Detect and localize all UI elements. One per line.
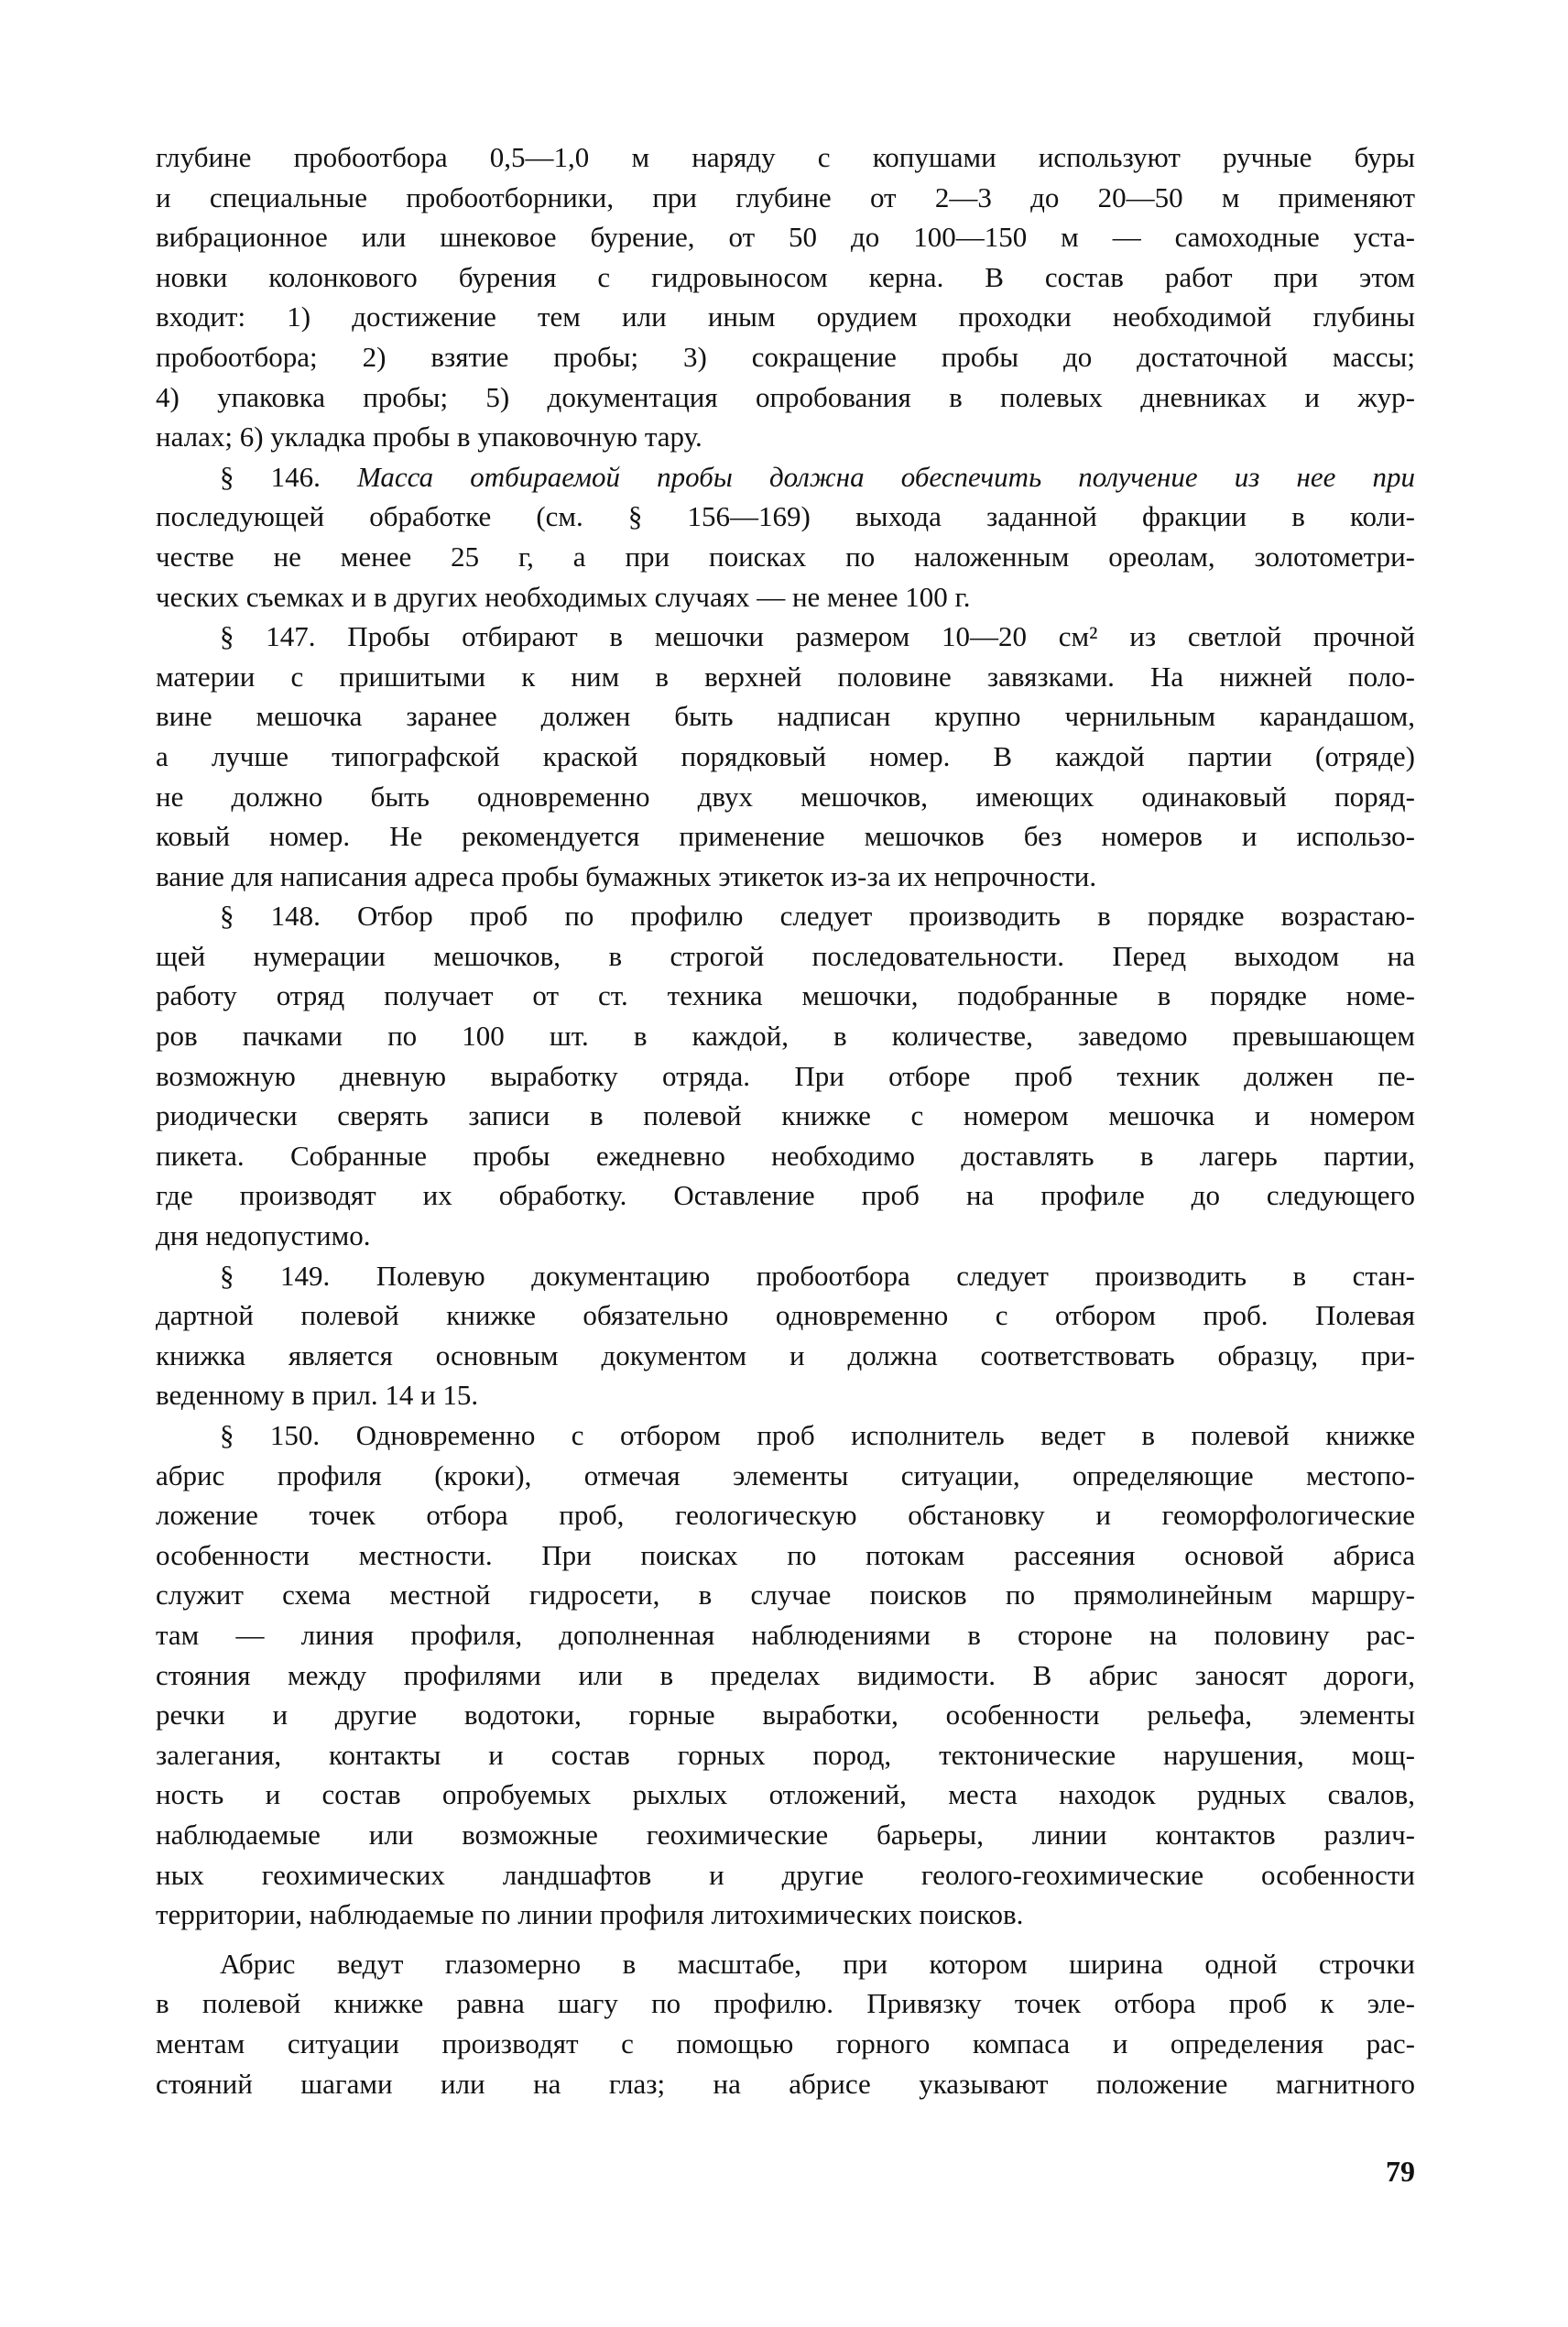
text-line: честве не менее 25 г, а при поисках по наложенным ореолам, золотометри- — [156, 540, 1415, 573]
paragraph — [156, 137, 1415, 457]
text-line: вание для написания адреса пробы бумажных этикеток из-за их непрочности. — [156, 859, 1097, 892]
text-line: служит схема местной гидросети, в случае поисков по прямолинейным маршру- — [156, 1579, 1415, 1611]
text-line: пикета. Собранные пробы ежедневно необходимо доставлять в лагерь партии, — [156, 1139, 1415, 1172]
paragraph — [156, 1944, 1415, 2103]
text-line: щей нумерации мешочков, в строгой последовательности. Перед выходом на — [156, 939, 1415, 972]
text-line: стояний шагами или на глаз; на абрисе указывают положение магнитного — [156, 2067, 1415, 2100]
page-number: 79 — [1386, 2155, 1415, 2188]
section-number: § 146. — [220, 460, 321, 493]
text-line: материи с пришитыми к ним в верхней половине завязками. На нижней поло- — [156, 660, 1415, 693]
text-line: речки и другие водотоки, горные выработки, особенности рельефа, элементы — [156, 1699, 1415, 1732]
text-line: возможную дневную выработку отряда. При отборе проб техник должен пе- — [156, 1059, 1415, 1092]
text-line: ковый номер. Не рекомендуется применение мешочков без номеров и использо- — [156, 820, 1415, 853]
paragraph — [156, 896, 1415, 1255]
text-line: территории, наблюдаемые по линии профиля литохимических поисков. — [156, 1898, 1024, 1931]
text-line: § 147. Пробы отбирают в мешочки размером 10—20 см² из светлой прочной — [220, 620, 1415, 653]
text-line: там — линия профиля, дополненная наблюдениями в стороне на половину рас- — [156, 1618, 1415, 1651]
text-line: ческих съемках и в других необходимых случаях — не менее 100 г. — [156, 580, 971, 613]
text-line: ных геохимических ландшафтов и другие геолого-геохимические особенности — [156, 1858, 1415, 1891]
text-line: где производят их обработку. Оставление проб на профиле до следующего — [156, 1179, 1415, 1212]
text-line: а лучше типографской краской порядковый номер. В каждой партии (отряде) — [156, 739, 1415, 772]
text-line: абрис профиля (кроки), отмечая элементы ситуации, определяющие местопо- — [156, 1458, 1415, 1491]
text-line: Абрис ведут глазомерно в масштабе, при котором ширина одной строчки — [220, 1947, 1415, 1980]
text-line: налах; 6) укладка пробы в упаковочную тару. — [156, 421, 702, 453]
paragraph — [156, 457, 1415, 617]
text-line: и специальные пробоотборники, при глубине от 2—3 до 20—50 м применяют — [156, 180, 1415, 213]
text-line: дня недопустимо. — [156, 1219, 371, 1252]
text-line: входит: 1) достижение тем или иным орудием проходки необходимой глубины — [156, 300, 1415, 333]
text-line: ров пачками по 100 шт. в каждой, в количестве, заведомо превышающем — [156, 1020, 1415, 1053]
text-line: в полевой книжке равна шагу по профилю. Привязку точек отбора проб к эле- — [156, 1987, 1415, 2020]
text-line: новки колонкового бурения с гидровыносом керна. В состав работ при этом — [156, 260, 1415, 293]
text-line: последующей обработке (см. § 156—169) выхода заданной фракции в коли- — [156, 500, 1415, 533]
text-line: ность и состав опробуемых рыхлых отложений, места находок рудных свалов, — [156, 1778, 1415, 1811]
text-line: § 150. Одновременно с отбором проб исполнитель ведет в полевой книжке — [220, 1419, 1415, 1451]
text-line: § 148. Отбор проб по профилю следует производить в порядке возрастаю- — [220, 900, 1415, 933]
text-line: книжка является основным документом и должна соответствовать образцу, при- — [156, 1338, 1415, 1371]
text-line: глубине пробоотбора 0,5—1,0 м наряду с копушами используют ручные буры — [156, 141, 1415, 173]
text-line: риодически сверять записи в полевой книжке с номером мешочка и номером — [156, 1099, 1415, 1132]
text-line: наблюдаемые или возможные геохимические барьеры, линии контактов различ- — [156, 1818, 1415, 1851]
text-line: § 149. Полевую документацию пробоотбора следует производить в стан- — [220, 1259, 1415, 1292]
paragraph — [156, 1256, 1415, 1415]
text-line: вибрационное или шнековое бурение, от 50 до 100—150 м — самоходные уста- — [156, 221, 1415, 254]
text-line: залегания, контакты и состав горных пород, тектонические нарушения, мощ- — [156, 1738, 1415, 1771]
text-line: 4) упаковка пробы; 5) документация опробования в полевых дневниках и жур- — [156, 380, 1415, 413]
text-line: работу отряд получает от ст. техника мешочки, подобранные в порядке номе- — [156, 979, 1415, 1012]
text-line: не должно быть одновременно двух мешочков, имеющих одинаковый поряд- — [156, 780, 1415, 813]
paragraph — [156, 617, 1415, 896]
italic-lead-text: Масса отбираемой пробы должна обеспечить получение из нее при — [357, 460, 1415, 493]
text-line: вине мешочка заранее должен быть надписан крупно чернильным карандашом, — [156, 700, 1415, 733]
paragraph — [156, 1415, 1415, 1935]
text-line: стояния между профилями или в пределах видимости. В абрис заносят дороги, — [156, 1658, 1415, 1691]
text-line — [156, 457, 1415, 497]
text-line: ложение точек отбора проб, геологическую обстановку и геоморфологические — [156, 1499, 1415, 1532]
text-line: веденному в прил. 14 и 15. — [156, 1379, 479, 1412]
text-line: дартной полевой книжке обязательно одновременно с отбором проб. Полевая — [156, 1299, 1415, 1332]
text-line: особенности местности. При поисках по потокам рассеяния основой абриса — [156, 1538, 1415, 1571]
text-line: пробоотбора; 2) взятие пробы; 3) сокращение пробы до достаточной массы; — [156, 340, 1415, 373]
text-line: ментам ситуации производят с помощью горного компаса и определения рас- — [156, 2027, 1415, 2059]
page-body-text — [156, 137, 1415, 2103]
